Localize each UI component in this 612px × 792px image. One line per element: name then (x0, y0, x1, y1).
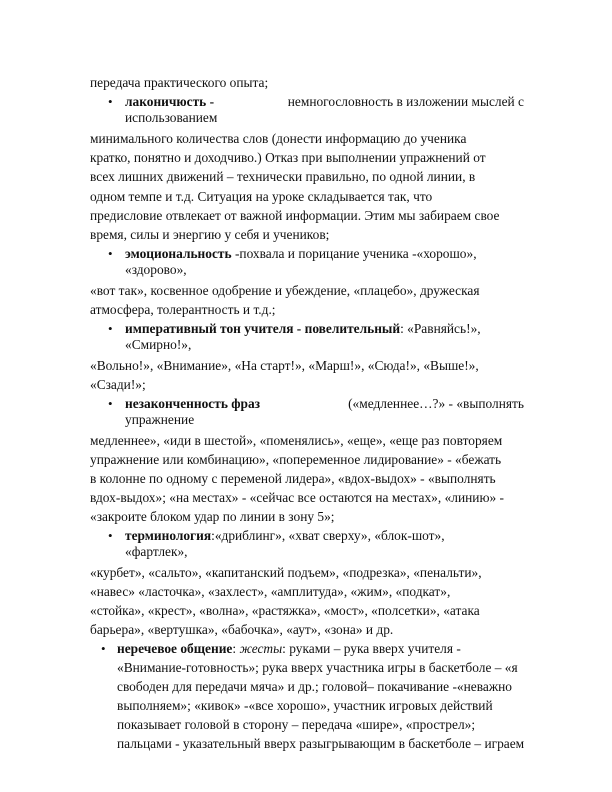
text-line: атмосфера, толерантность и т.д.; (90, 302, 276, 317)
text-line: всех лишних движений – технически правильно, по одной линии, в (90, 169, 476, 184)
text-line: упражнение (125, 412, 195, 427)
text-line: минимального количества слов (донести информацию до ученика (90, 131, 467, 146)
list-bullet: • (108, 396, 113, 411)
list-item-unfinished-phrases (125, 396, 524, 412)
text-line: использованием (125, 110, 218, 125)
term-laconicism: лаконичюсть - (125, 94, 215, 109)
list-bullet: • (108, 321, 113, 336)
term-terminology: терминология (125, 528, 212, 543)
list-bullet: • (108, 94, 113, 109)
term-emotionality: эмоциональность (125, 246, 232, 261)
text-line: «Вольно!», «Внимание», «На старт!», «Марш!», «Сюда!», «Выше!», (90, 358, 479, 373)
list-item-terminology (125, 528, 445, 544)
text-line: вдох-выдох»; «на местах» - «сейчас все остаются на местах», «линию» - (90, 490, 504, 505)
text-line: барьера», «вертушка», «бабочка», «аут», «зона» и др. (90, 622, 394, 637)
text-line: «закроите блоком удар по линии в зону 5»; (90, 509, 335, 524)
text-words: -похвала и порицание ученика -«хорошо», (234, 246, 477, 261)
text-line: «вот так», косвенное одобрение и убеждение, «плацебо», дружеская (90, 283, 480, 298)
text-line: предисловие отвлекает от важной информации. Этим мы забираем свое (90, 208, 500, 223)
text-words: : «Равняйсь!», (400, 321, 481, 336)
text-words: : (232, 641, 240, 656)
text-line: «Внимание-готовность»; рука вверх участника игры в баскетболе – «я (117, 660, 518, 675)
text-line: в колонне по одному с переменой лидера», «вдох-выдох» - «выполнять (90, 471, 496, 486)
text-line: время, силы и энергию у себя и учеников; (90, 227, 330, 242)
text-line: «курбет», «сальто», «капитанский подъем», «подрезка», «пенальти», (90, 565, 482, 580)
text-line: «навес» «ласточка», «захлест», «амплитуда», «жим», «подкат», (90, 584, 451, 599)
text-words: («медленнее…?» - «выполнять (348, 396, 524, 411)
term-imperative-tone: императивный тон учителя - повелительный (125, 321, 401, 336)
text-line: «фартлек», (125, 544, 188, 559)
list-item-emotionality (125, 246, 477, 262)
list-item-nonverbal (117, 641, 461, 657)
text-line: «Смирно!», (125, 337, 192, 352)
list-bullet: • (101, 641, 106, 656)
text-line: медленнее», «иди в шестой», «поменялись», «еще», «еще раз повторяем (90, 433, 503, 448)
term-gestures: жесты (239, 641, 283, 656)
text-line: «Сзади!»; (90, 377, 146, 392)
text-words: :«дриблинг», «хват сверху», «блок-шот», (211, 528, 445, 543)
text-line: одном темпе и т.д. Ситуация на уроке складывается так, что (90, 189, 433, 204)
text-line: передача практического опыта; (90, 75, 269, 90)
text-line: «стойка», «крест», «волна», «растяжка», «мост», «полсетки», «атака (90, 603, 480, 618)
text-line: «здорово», (125, 262, 187, 277)
list-bullet: • (108, 246, 113, 261)
list-bullet: • (108, 528, 113, 543)
text-line: показывает головой в сторону – передача «шире», «прострел»; (117, 717, 476, 732)
text-words: : руками – рука вверх учителя - (282, 641, 461, 656)
text-line: пальцами - указательный вверх разыгрывающим в баскетболе – играем (117, 736, 525, 751)
text-line: выполняем»; «кивок» -«все хорошо», участник игровых действий (117, 698, 493, 713)
text-line: кратко, понятно и доходчиво.) Отказ при выполнении упражнений от (90, 150, 486, 165)
text-line: упражнение или комбинацию», «попеременное лидирование» - «бежать (90, 452, 502, 467)
term-unfinished-phrases: незаконченность фраз (125, 396, 261, 411)
term-nonverbal: неречевое общение (117, 641, 233, 656)
list-item-laconicism (125, 94, 524, 110)
text-words: немногословность в изложении мыслей с (287, 94, 524, 109)
list-item-imperative-tone (125, 321, 481, 337)
text-line: свободен для передачи мяча» и др.; головой– покачивание -«неважно (117, 679, 512, 694)
